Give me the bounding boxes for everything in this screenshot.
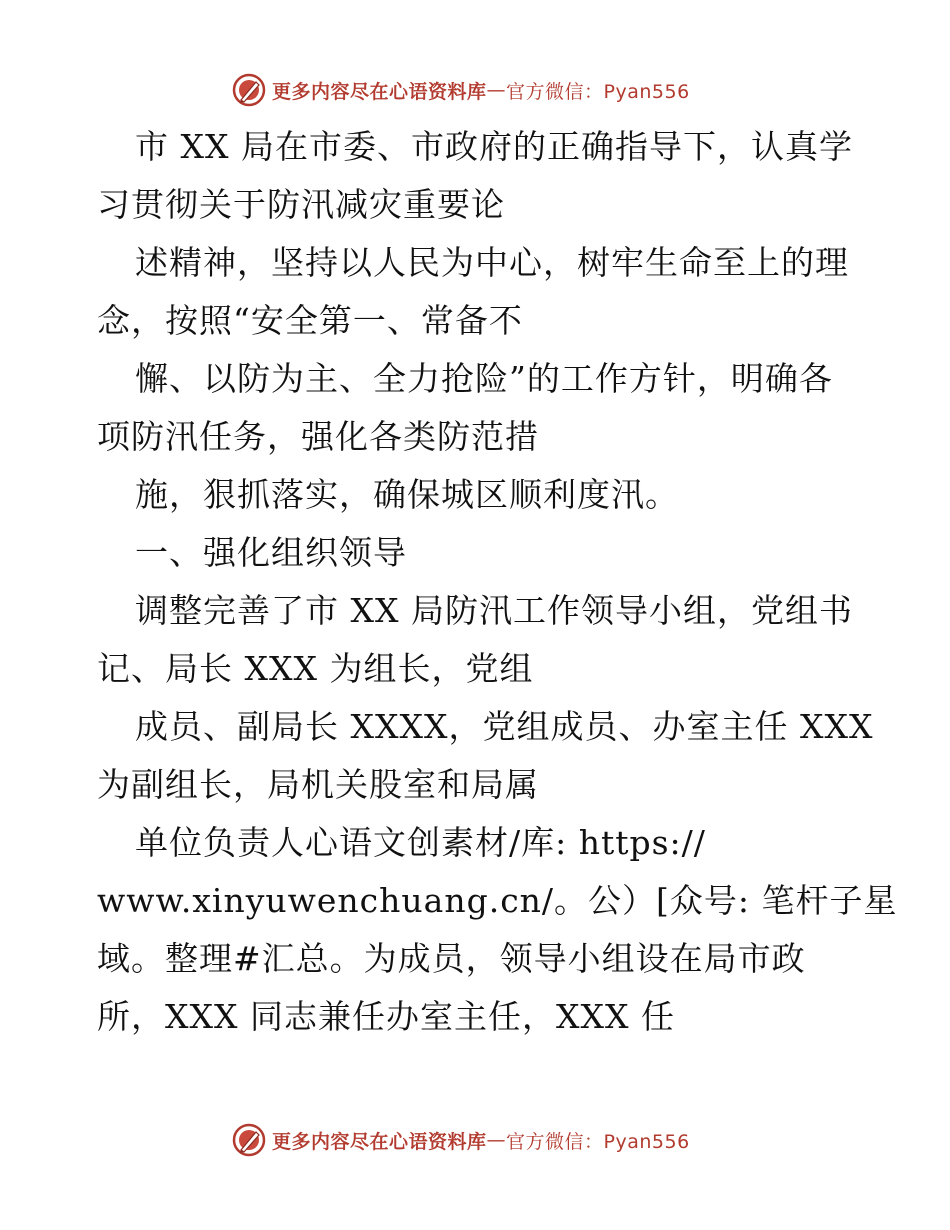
- body-line: 单位负责人心语文创素材/库: https://: [135, 823, 706, 862]
- banner-separator: —: [486, 79, 507, 101]
- body-line: www.xinyuwenchuang.cn/。公）[众号: 笔杆子星: [97, 881, 898, 920]
- body-line: 述精神，坚持以人民为中心，树牢生命至上的理: [135, 243, 849, 282]
- banner-separator: —: [486, 1129, 507, 1151]
- body-line: 记、局长 XXX 为组长，党组: [97, 649, 534, 688]
- document-body: [97, 118, 898, 1046]
- banner-site-text: 更多内容尽在心语资料库: [272, 1130, 487, 1153]
- body-line: 项防汛任务，强化各类防范措: [97, 417, 539, 456]
- body-line: 为副组长，局机关股室和局属: [97, 765, 539, 804]
- body-line: 念，按照“安全第一、常备不: [97, 301, 523, 340]
- body-line: 成员、副局长 XXXX，党组成员、办室主任 XXX: [135, 707, 874, 746]
- body-line: 调整完善了市 XX 局防汛工作领导小组，党组书: [135, 591, 853, 630]
- body-line: 懈、以防为主、全力抢险”的工作方针，明确各: [135, 359, 833, 398]
- header-banner: [232, 70, 732, 110]
- banner-wechat-text: 官方微信：Pyan556: [506, 1130, 690, 1153]
- pen-logo-icon: [232, 73, 266, 107]
- body-line: 市 XX 局在市委、市政府的正确指导下，认真学: [135, 127, 853, 166]
- banner-site-text: 更多内容尽在心语资料库: [272, 80, 487, 103]
- body-line: 域。整理#汇总。为成员，领导小组设在局市政: [97, 939, 806, 978]
- section-heading: 一、强化组织领导: [135, 533, 407, 572]
- body-line: 习贯彻关于防汛减灾重要论: [97, 185, 505, 224]
- body-line: 施，狠抓落实，确保城区顺利度汛。: [135, 475, 679, 514]
- pen-logo-icon: [232, 1123, 266, 1157]
- banner-wechat-text: 官方微信：Pyan556: [506, 80, 690, 103]
- body-line: 所，XXX 同志兼任办室主任，XXX 任: [97, 997, 675, 1036]
- footer-banner: [232, 1120, 732, 1160]
